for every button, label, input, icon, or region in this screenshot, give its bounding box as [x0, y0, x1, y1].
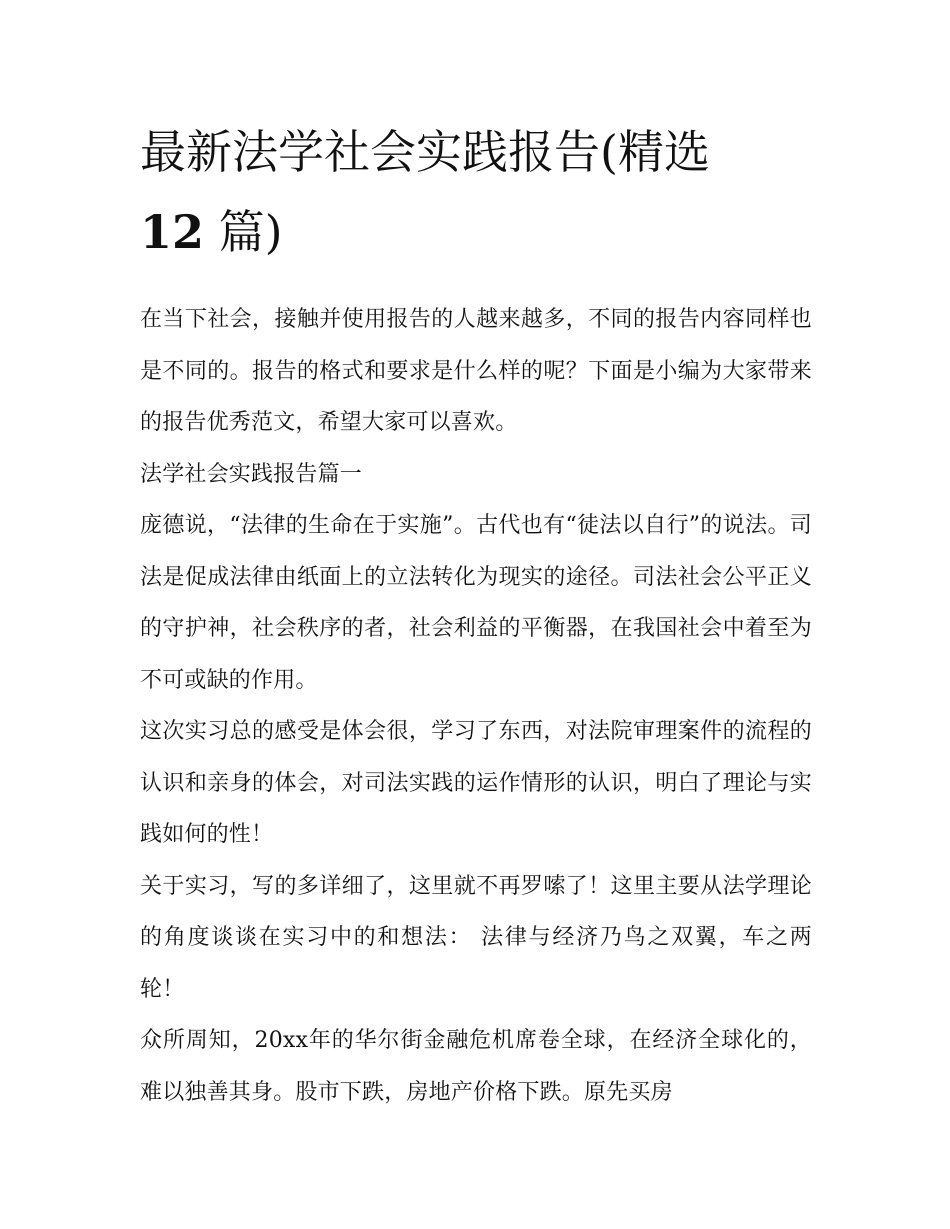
document-body: [140, 112, 812, 1118]
intro-paragraph: 在当下社会，接触并使用报告的人越来越多，不同的报告内容同样也是不同的。报告的格式和要求是什么样的呢？下面是小编为大家带来的报告优秀范文，希望大家可以喜欢。: [140, 307, 812, 435]
body-paragraph: 关于实习，写的多详细了，这里就不再罗嗦了！这里主要从法学理论的角度谈谈在实习中的和想法： 法律与经济乃鸟之双翼，车之两轮！: [140, 873, 812, 1002]
body-paragraph: 庞德说，“法律的生命在于实施”。古代也有“徒法以自行”的说法。司法是促成法律由纸面上的立法转化为现实的途径。司法社会公平正义的守护神，社会秩序的者，社会利益的平衡器，在我国社会中着至为不可或缺的作用。: [140, 513, 812, 693]
body-paragraph: 众所周知，20xx年的华尔街金融危机席卷全球，在经济全球化的，难以独善其身。股市下跌，房地产价格下跌。原先买房: [140, 1028, 812, 1105]
title-number: 12: [140, 205, 205, 259]
title-line-2: 篇): [218, 205, 283, 259]
document-title: [140, 112, 812, 272]
body-paragraph: 这次实习总的感受是体会很，学习了东西，对法院审理案件的流程的认识和亲身的体会，对司法实践的运作情形的认识，明白了理论与实践如何的性！: [140, 719, 812, 847]
title-line-1: 最新法学社会实践报告(精选: [140, 125, 710, 179]
section-heading: 法学社会实践报告篇一: [140, 461, 363, 487]
